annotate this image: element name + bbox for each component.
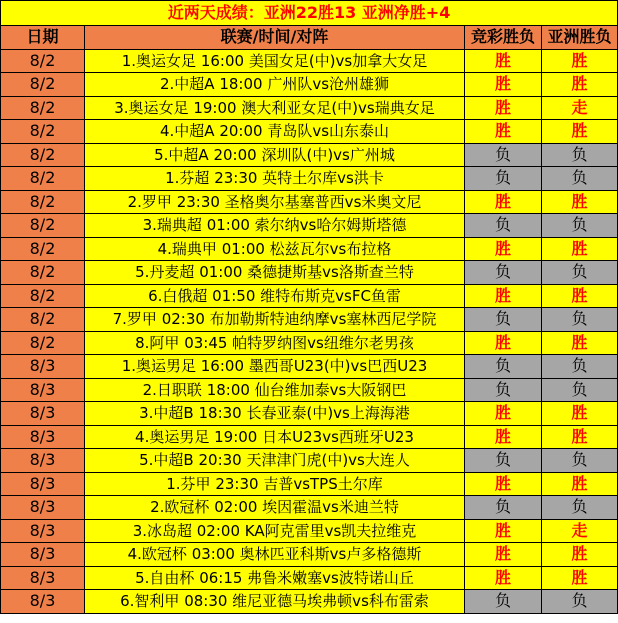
date-cell: 8/3 [1,425,85,449]
date-cell: 8/3 [1,402,85,426]
jc-result-cell: 负 [465,261,542,285]
match-cell: 3.冰岛超 02:00 KA阿克雷里vs凯夫拉维克 [85,519,465,543]
jc-result-cell: 负 [465,590,542,614]
match-cell: 5.自由杯 06:15 弗鲁米嫩塞vs波特诺山丘 [85,566,465,590]
jc-result-cell: 胜 [465,543,542,567]
match-cell: 6.白俄超 01:50 维特布斯克vsFC鱼雷 [85,284,465,308]
asia-result-cell: 胜 [542,472,618,496]
match-cell: 7.罗甲 02:30 布加勒斯特迪纳摩vs塞林西尼学院 [85,308,465,332]
table-row [1,378,618,402]
table-row [1,331,618,355]
match-cell: 1.奥运女足 16:00 美国女足(中)vs加拿大女足 [85,49,465,73]
asia-result-cell: 胜 [542,237,618,261]
date-cell: 8/2 [1,120,85,144]
date-cell: 8/2 [1,143,85,167]
match-cell: 4.中超A 20:00 青岛队vs山东泰山 [85,120,465,144]
asia-result-cell: 负 [542,214,618,238]
asia-result-cell: 胜 [542,566,618,590]
match-cell: 4.欧冠杯 03:00 奥林匹亚科斯vs卢多格德斯 [85,543,465,567]
asia-result-cell: 胜 [542,331,618,355]
date-cell: 8/3 [1,590,85,614]
date-cell: 8/2 [1,49,85,73]
match-cell: 5.中超B 20:30 天津津门虎(中)vs大连人 [85,449,465,473]
table-row [1,308,618,332]
match-cell: 2.罗甲 23:30 圣格奥尔基塞普西vs米奥文尼 [85,190,465,214]
date-cell: 8/3 [1,378,85,402]
jc-result-cell: 负 [465,355,542,379]
table-row [1,120,618,144]
table-row [1,519,618,543]
asia-result-cell: 负 [542,308,618,332]
jc-result-cell: 胜 [465,519,542,543]
table-row [1,566,618,590]
jc-result-cell: 负 [465,449,542,473]
asia-result-cell: 胜 [542,402,618,426]
match-cell: 4.瑞典甲 01:00 松兹瓦尔vs布拉格 [85,237,465,261]
table-row [1,472,618,496]
header-jc: 竞彩胜负 [465,26,542,50]
asia-result-cell: 负 [542,590,618,614]
date-cell: 8/3 [1,566,85,590]
header-date: 日期 [1,26,85,50]
jc-result-cell: 胜 [465,402,542,426]
jc-result-cell: 胜 [465,120,542,144]
table-row [1,143,618,167]
jc-result-cell: 胜 [465,472,542,496]
table-row [1,402,618,426]
match-cell: 4.奥运男足 19:00 日本U23vs西班牙U23 [85,425,465,449]
match-cell: 2.欧冠杯 02:00 埃因霍温vs米迪兰特 [85,496,465,520]
table-title: 近两天成绩：亚洲22胜13 亚洲净胜+4 [1,1,618,26]
asia-result-cell: 胜 [542,73,618,97]
asia-result-cell: 胜 [542,120,618,144]
table-row [1,496,618,520]
jc-result-cell: 负 [465,496,542,520]
table-row [1,49,618,73]
header-row [1,26,618,50]
date-cell: 8/2 [1,308,85,332]
asia-result-cell: 走 [542,96,618,120]
match-cell: 3.中超B 18:30 长春亚泰(中)vs上海海港 [85,402,465,426]
asia-result-cell: 负 [542,378,618,402]
match-cell: 6.智利甲 08:30 维尼亚德马埃弗顿vs科布雷索 [85,590,465,614]
asia-result-cell: 胜 [542,49,618,73]
table-row [1,449,618,473]
table-row [1,73,618,97]
date-cell: 8/2 [1,190,85,214]
date-cell: 8/3 [1,355,85,379]
date-cell: 8/2 [1,167,85,191]
table-row [1,284,618,308]
match-cell: 1.芬甲 23:30 吉普vsTPS土尔库 [85,472,465,496]
jc-result-cell: 胜 [465,49,542,73]
header-match: 联赛/时间/对阵 [85,26,465,50]
match-cell: 3.奥运女足 19:00 澳大利亚女足(中)vs瑞典女足 [85,96,465,120]
match-cell: 1.奥运男足 16:00 墨西哥U23(中)vs巴西U23 [85,355,465,379]
table-row [1,355,618,379]
date-cell: 8/2 [1,237,85,261]
asia-result-cell: 胜 [542,543,618,567]
jc-result-cell: 负 [465,167,542,191]
jc-result-cell: 胜 [465,237,542,261]
date-cell: 8/3 [1,449,85,473]
table-row [1,167,618,191]
jc-result-cell: 负 [465,143,542,167]
date-cell: 8/2 [1,331,85,355]
table-row [1,425,618,449]
date-cell: 8/3 [1,519,85,543]
match-cell: 5.丹麦超 01:00 桑德捷斯基vs洛斯查兰特 [85,261,465,285]
match-cell: 5.中超A 20:00 深圳队(中)vs广州城 [85,143,465,167]
table-row [1,96,618,120]
header-asia: 亚洲胜负 [542,26,618,50]
jc-result-cell: 胜 [465,284,542,308]
asia-result-cell: 负 [542,143,618,167]
date-cell: 8/3 [1,472,85,496]
date-cell: 8/2 [1,284,85,308]
date-cell: 8/3 [1,496,85,520]
table-row [1,214,618,238]
table-row [1,590,618,614]
asia-result-cell: 胜 [542,284,618,308]
jc-result-cell: 胜 [465,425,542,449]
asia-result-cell: 负 [542,261,618,285]
asia-result-cell: 走 [542,519,618,543]
date-cell: 8/2 [1,214,85,238]
asia-result-cell: 胜 [542,190,618,214]
date-cell: 8/2 [1,73,85,97]
match-cell: 2.中超A 18:00 广州队vs沧州雄狮 [85,73,465,97]
title-row [1,1,618,26]
asia-result-cell: 负 [542,355,618,379]
asia-result-cell: 负 [542,449,618,473]
asia-result-cell: 负 [542,167,618,191]
jc-result-cell: 胜 [465,96,542,120]
date-cell: 8/2 [1,96,85,120]
table-row [1,190,618,214]
table-row [1,261,618,285]
jc-result-cell: 负 [465,308,542,332]
jc-result-cell: 负 [465,378,542,402]
table-row [1,237,618,261]
jc-result-cell: 负 [465,214,542,238]
asia-result-cell: 负 [542,496,618,520]
match-cell: 1.芬超 23:30 英特土尔库vs洪卡 [85,167,465,191]
jc-result-cell: 胜 [465,566,542,590]
jc-result-cell: 胜 [465,331,542,355]
match-cell: 2.日职联 18:00 仙台维加泰vs大阪钢巴 [85,378,465,402]
jc-result-cell: 胜 [465,73,542,97]
table-row [1,543,618,567]
match-cell: 3.瑞典超 01:00 索尔纳vs哈尔姆斯塔德 [85,214,465,238]
match-cell: 8.阿甲 03:45 帕特罗纳图vs纽维尔老男孩 [85,331,465,355]
jc-result-cell: 胜 [465,190,542,214]
date-cell: 8/2 [1,261,85,285]
date-cell: 8/3 [1,543,85,567]
asia-result-cell: 胜 [542,425,618,449]
